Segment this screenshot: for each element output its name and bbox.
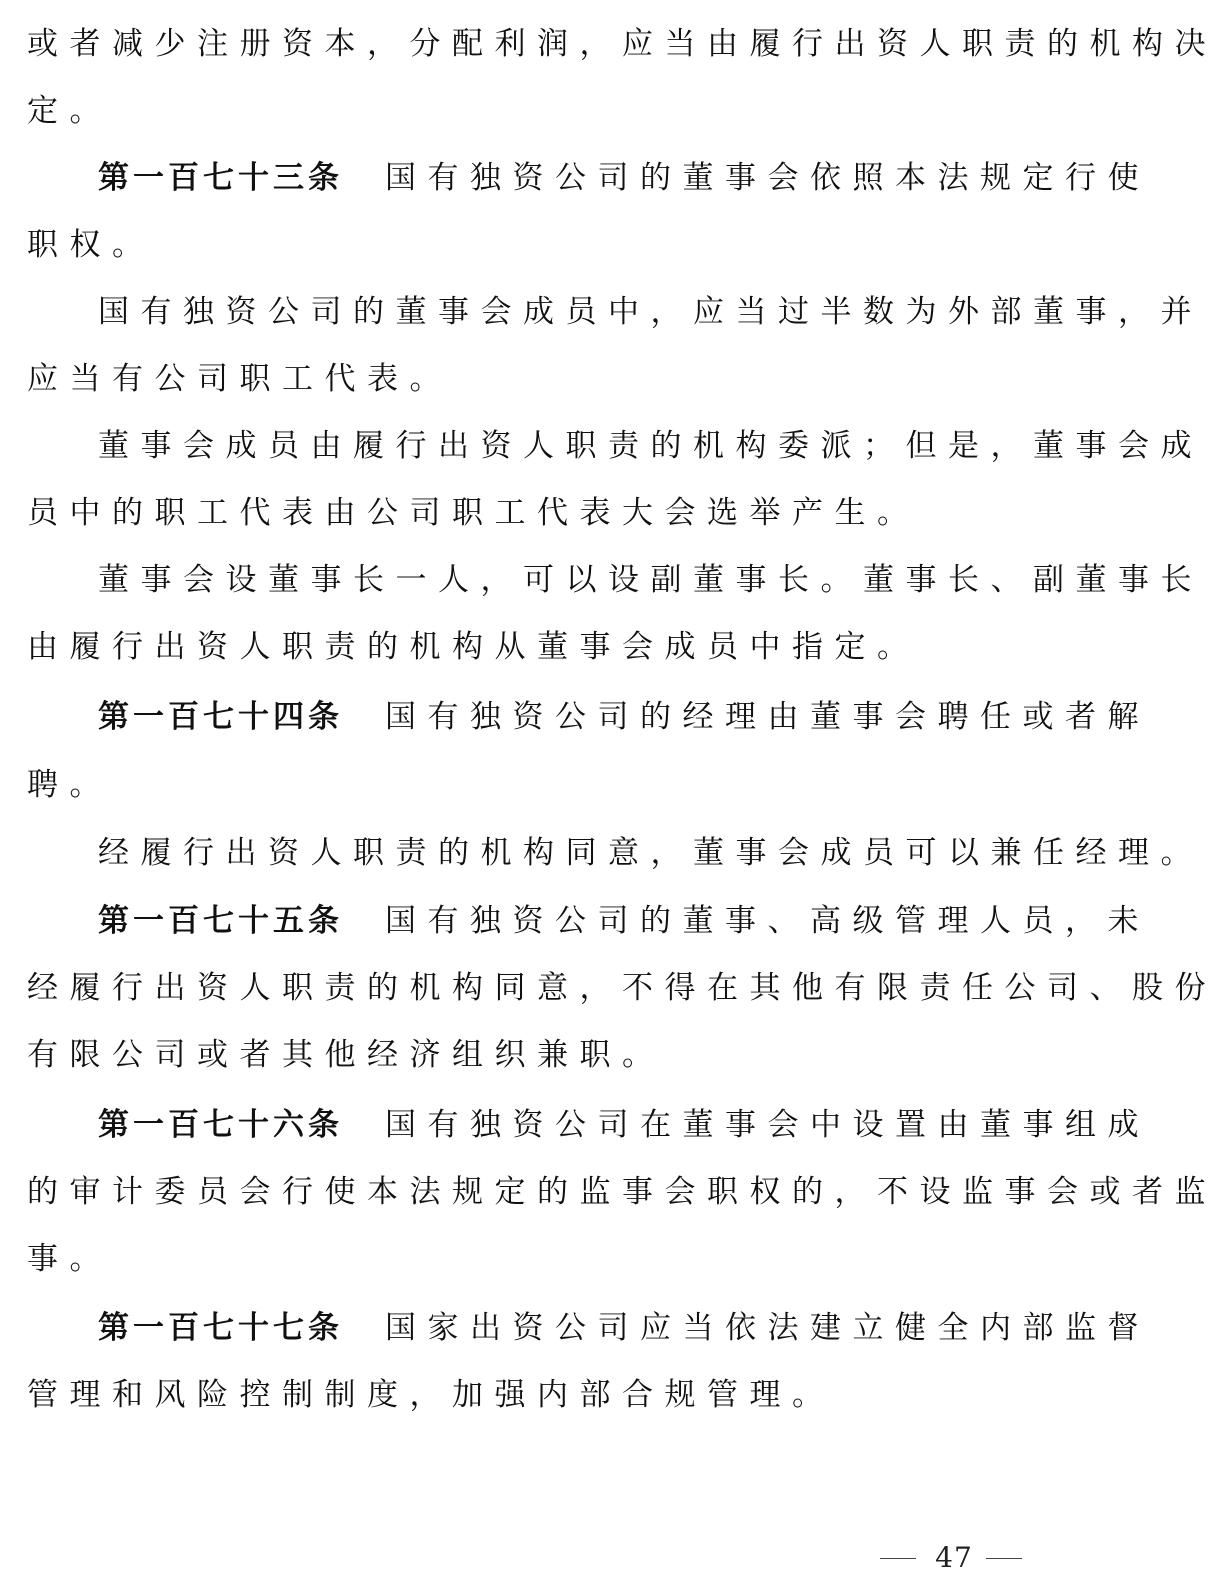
article-heading: 第一百七十四条 <box>98 699 343 735</box>
article-heading: 第一百七十三条 <box>98 160 343 196</box>
article-paragraph <box>98 1303 1150 1353</box>
text-line: 经履行出资人职责的机构同意，不得在其他有限责任公司、股份 <box>27 970 1217 1006</box>
article-heading: 第一百七十七条 <box>98 1310 343 1346</box>
text-line: 国有独资公司的经理由董事会聘任或者解 <box>385 699 1150 735</box>
text-line: 国家出资公司应当依法建立健全内部监督 <box>385 1310 1150 1346</box>
article-heading: 第一百七十五条 <box>98 903 343 939</box>
article-heading: 第一百七十六条 <box>98 1107 343 1143</box>
text-line: 由履行出资人职责的机构从董事会成员中指定。 <box>27 629 920 665</box>
text-line: 聘。 <box>27 767 112 803</box>
text-line: 有限公司或者其他经济组织兼职。 <box>27 1037 665 1073</box>
text-line: 应当有公司职工代表。 <box>27 361 452 397</box>
page-footer <box>870 1536 1030 1580</box>
page-number: 47 <box>935 1541 973 1574</box>
text-line: 董事会设董事长一人，可以设副董事长。董事长、副董事长 <box>98 562 1203 598</box>
article-paragraph <box>98 153 1150 203</box>
text-line: 国有独资公司在董事会中设置由董事组成 <box>385 1107 1150 1143</box>
text-line: 员中的职工代表由公司职工代表大会选举产生。 <box>27 495 920 531</box>
article-paragraph <box>98 692 1150 742</box>
text-line: 的审计委员会行使本法规定的监事会职权的，不设监事会或者监 <box>27 1174 1217 1210</box>
text-line: 经履行出资人职责的机构同意，董事会成员可以兼任经理。 <box>98 835 1203 871</box>
text-line: 或者减少注册资本，分配利润，应当由履行出资人职责的机构决 <box>27 26 1217 62</box>
article-paragraph <box>98 1100 1150 1150</box>
text-line: 职权。 <box>27 227 155 263</box>
text-line: 董事会成员由履行出资人职责的机构委派；但是，董事会成 <box>98 428 1203 464</box>
text-line: 国有独资公司的董事会依照本法规定行使 <box>385 160 1150 196</box>
text-line: 管理和风险控制制度，加强内部合规管理。 <box>27 1377 835 1413</box>
footer-dash-left <box>880 1558 916 1559</box>
text-line: 国有独资公司的董事、高级管理人员，未 <box>385 903 1150 939</box>
footer-dash-right <box>986 1558 1022 1559</box>
article-paragraph <box>98 896 1150 946</box>
text-line: 国有独资公司的董事会成员中，应当过半数为外部董事，并 <box>98 294 1203 330</box>
text-line: 事。 <box>27 1241 112 1277</box>
text-line: 定。 <box>27 93 112 129</box>
